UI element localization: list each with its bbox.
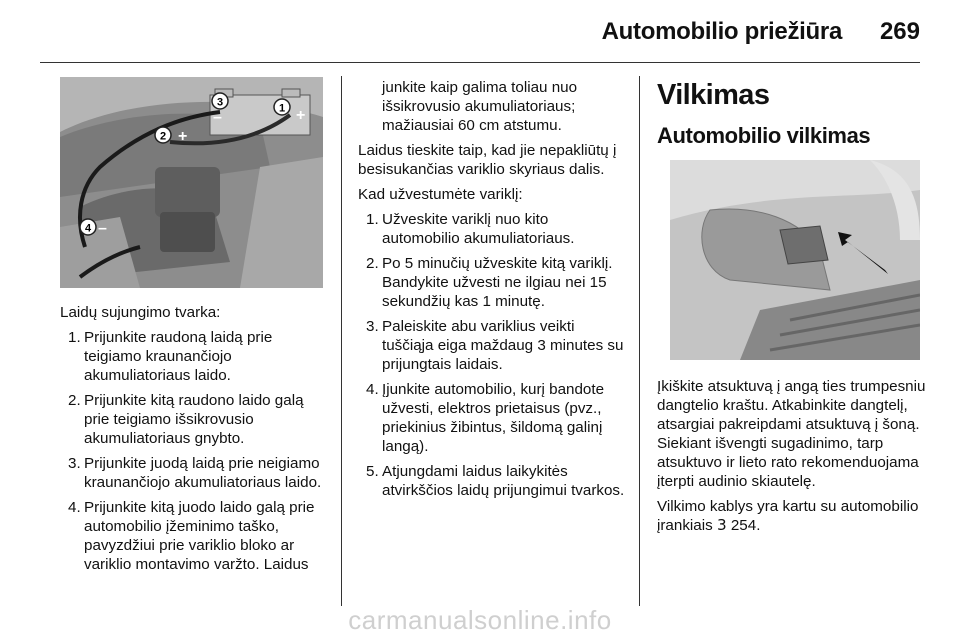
left-column-text (60, 303, 330, 580)
page-reference: 254. (730, 517, 761, 534)
step-continuation: junkite kaip galima toliau nuo išsikrovusio akumuliatoriaus; mažiausiai 60 cm atstumu. (382, 79, 578, 134)
plus-mark: + (178, 128, 188, 145)
list-item: 3. Paleiskite abu variklius veikti tuščiąja eiga maždaug 3 minutes su prijungtais laidais. (366, 318, 624, 373)
bumper-illustration (670, 160, 920, 360)
watermark: carmanualsonline.info (348, 605, 612, 635)
column-divider-2 (639, 76, 640, 606)
list-item: 1. Užveskite variklį nuo kito automobilio akumuliatoriaus. (366, 211, 575, 247)
engine-bay-illustration (60, 77, 323, 288)
list-item: 4. Prijunkite kitą juodo laido galą prie automobilio įžeminimo taško, pavyzdžiui prie variklio bloko ar variklio montavimo varžto. Laidus (68, 499, 315, 573)
towing-cover-photo (670, 160, 920, 360)
cover-removal-text: Įkiškite atsuktuvą į angą ties trumpesniu dangtelio kraštu. Atkabinkite dangtelį, atsargiai pakreipdami atsuktuvą į šoną. Siekiant išvengti sugadinimo, tarp atsuktuvo ir lieto rato rekomenduojama įterpti audinio skiautelę. (657, 378, 926, 490)
section-title: Vilkimas (657, 79, 770, 111)
connection-steps (60, 328, 330, 574)
header-title: Automobilio priežiūra (601, 18, 842, 45)
list-item: 2. Po 5 minučių užveskite kitą variklį. Bandykite užvesti ne ilgiau nei 15 sekundžių kas 1 minutę. (366, 255, 613, 310)
towing-eye-location: Vilkimo kablys yra kartu su automobilio įrankiais 3 254. (657, 498, 919, 534)
callout-1: 1 (278, 102, 286, 115)
page-reference-icon: 3 (716, 516, 727, 534)
minus-mark-battery: – (213, 109, 222, 126)
list-item: 5. Atjungdami laidus laikykitės atvirkščios laidų prijungimui tvarkos. (366, 463, 625, 499)
start-steps (358, 210, 628, 500)
connection-intro: Laidų sujungimo tvarka: (60, 304, 221, 321)
jump-start-photo (60, 77, 323, 288)
right-column (657, 78, 927, 150)
cable-routing-note: Laidus tieskite taip, kad jie nepakliūtų į besisukančias variklio skyriaus dalis. (358, 142, 617, 178)
page-number: 269 (879, 18, 920, 45)
right-column-text (657, 377, 929, 541)
list-item: 1. Prijunkite raudoną laidą prie teigiamo kraunančiojo akumuliatoriaus laido. (68, 329, 273, 384)
plus-mark-battery: + (296, 107, 306, 124)
list-item: 3. Prijunkite juodą laidą prie neigiamo kraunančiojo akumuliatoriaus laido. (68, 455, 322, 491)
middle-column-text (358, 78, 628, 506)
minus-mark-ground: – (98, 220, 107, 237)
callout-2: 2 (159, 130, 167, 143)
list-item: 4. Įjunkite automobilio, kurį bandote užvesti, elektros prietaisus (pvz., priekinius žibintus, šildomą galinį langą). (366, 381, 605, 455)
list-item: 2. Prijunkite kitą raudono laido galą prie teigiamo išsikrovusio akumuliatoriaus gnybto. (68, 392, 304, 447)
section-subtitle: Automobilio vilkimas (657, 123, 871, 148)
start-intro: Kad užvestumėte variklį: (358, 186, 523, 203)
column-divider-1 (341, 76, 342, 606)
callout-3: 3 (216, 96, 224, 109)
header-divider (40, 62, 920, 63)
callout-4: 4 (84, 222, 92, 235)
